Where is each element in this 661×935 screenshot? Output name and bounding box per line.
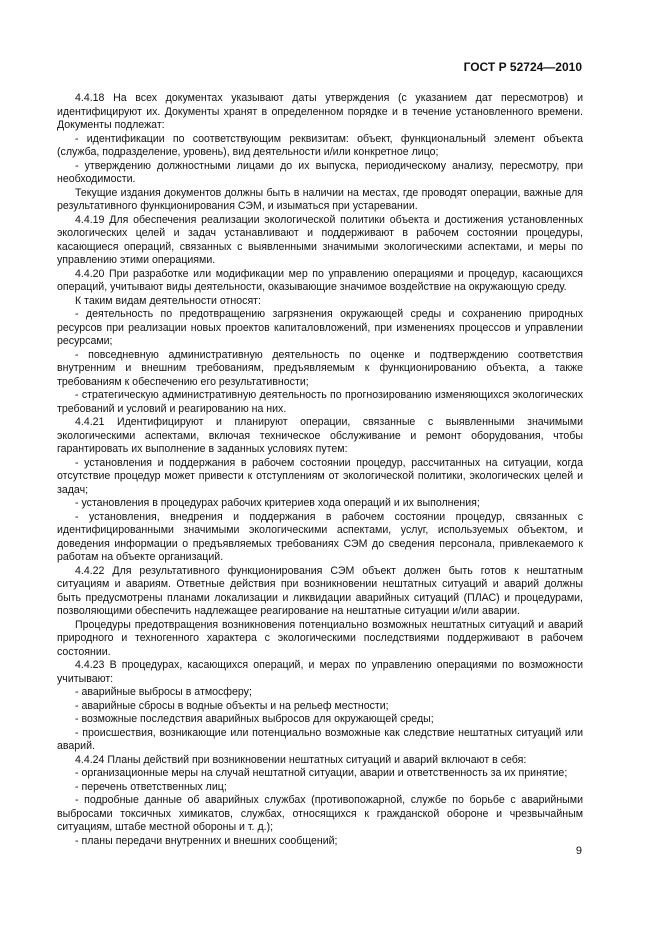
paragraph: - деятельность по предотвращению загрязнения окружающей среды и сохранению природных ресурсов при реализации новых проектов капиталовложений, при изменениях процессов и управлении ресурсами; [57,308,583,347]
document-header: ГОСТ Р 52724—2010 [463,60,582,74]
paragraph: - аварийные сбросы в водные объекты и на рельеф местности; [75,699,389,712]
paragraph: - установления, внедрения и поддержания в рабочем состоянии процедур, связанных с идентифицированными значимыми экологическими аспектами, услуг, используемых объектом, и доведения информации о предъявляемых требованиях СЭМ до сведения персонала, привлекаемого к работам на объекте организаций. [57,510,583,563]
paragraph: К таким видам деятельности относят: [75,294,261,307]
paragraph: Процедуры предотвращения возникновения потенциально возможных нештатных ситуаций и аварий природного и техногенного характера с экологическими последствиями поддерживают в рабочем состоянии. [57,618,583,658]
paragraph: 4.4.22 Для результативного функционирования СЭМ объект должен быть готов к нештатным ситуациям и авариям. Ответные действия при возникновении нештатных ситуаций и аварий должны быть предусмотрены планами локализации и ликвидации аварийных ситуаций (ПЛАС) и процедурами, позволяющими обеспечить надлежащее реагирование на нештатные ситуации и/или аварии. [57,564,583,617]
paragraph: - аварийные выбросы в атмосферу; [75,686,252,698]
paragraph: - планы передачи внутренних и внешних сообщений; [75,834,338,847]
paragraph: - повседневную административную деятельность по оценке и подтверждению соответствия внутренним и внешним требованиям, предъявляемым к функционированию объекта, а также требованиям к обеспечению его результативности; [57,348,583,388]
paragraph: - стратегическую административную деятельность по прогнозированию изменяющихся экологических требований и условий и реагированию на них. [57,389,583,415]
paragraph: 4.4.20 При разработке или модификации мер по управлению операциями и процедур, касающихся операций, учитывают виды деятельности, оказывающие значимое воздействие на окружающую среду. [57,267,583,293]
page-number: 9 [575,845,582,857]
document-body [57,92,583,848]
paragraph: - возможные последствия аварийных выбросов для окружающей среды; [75,713,434,725]
paragraph: Текущие издания документов должны быть в наличии на местах, где проводят операции, важные для результативного функционирования СЭМ, и изыматься при устаревании. [57,186,583,212]
paragraph: - перечень ответственных лиц; [75,780,227,793]
paragraph: 4.4.18 На всех документах указывают даты утверждения (с указанием дат пересмотров) и идентифицируют их. Документы хранят в определенном порядке и в течение установленного времени. Документы подлежат: [57,92,583,131]
paragraph: 4.4.19 Для обеспечения реализации экологической политики объекта и достижения установленных экологических целей и задач устанавливают и поддерживают в рабочем состоянии процедуры, касающиеся операций, связанных с выявленными значимыми экологическими аспектами, и меры по управлению этими операциями. [57,213,583,266]
paragraph: - подробные данные об аварийных службах (противопожарной, службе по борьбе с аварийными выбросами токсичных химикатов, службах, относящихся к гражданской обороне и чрезвычайным ситуациям, штабе местной обороны и т. д.); [57,794,583,833]
paragraph: - организационные меры на случай нештатной ситуации, аварии и ответственность за их принятие; [75,767,568,779]
paragraph: - установления в процедурах рабочих критериев хода операций и их выполнения; [75,497,480,509]
paragraph: - установления и поддержания в рабочем состоянии процедур, рассчитанных на ситуации, когда отсутствие процедур может привести к отступлениям от экологической политики, экологических целей и задач; [57,456,583,496]
paragraph: - утверждению должностными лицами до их выпуска, периодическому анализу, пересмотру, при необходимости. [57,159,583,185]
paragraph: - идентификации по соответствующим реквизитам: объект, функциональный элемент объекта (служба, подразделение, уровень), вид деятельности и/или конкретное лицо; [57,132,583,158]
paragraph: 4.4.23 В процедурах, касающихся операций, и мерах по управлению операциями по возможности учитывают: [57,659,583,685]
paragraph: 4.4.21 Идентифицируют и планируют операции, связанные с выявленными значимыми экологическими аспектами, включая техническое обслуживание и ремонт оборудования, чтобы гарантировать их выполнение в заданных условиях путем: [57,416,583,455]
paragraph: - происшествия, возникающие или потенциально возможные как следствие нештатных ситуаций или аварий. [57,726,583,752]
paragraph: 4.4.24 Планы действий при возникновении нештатных ситуаций и аварий включают в себя: [75,753,527,766]
